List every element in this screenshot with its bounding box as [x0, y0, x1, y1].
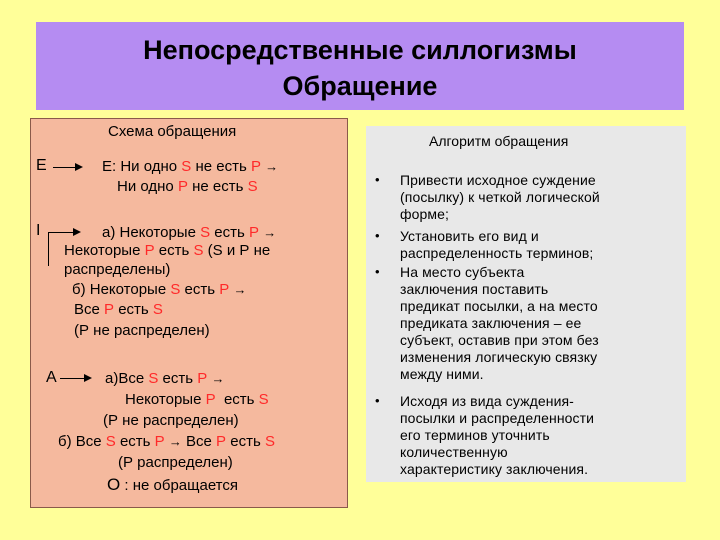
o-statement: О : не обращается	[107, 475, 239, 494]
a-statement-2: Некоторые Р есть S	[125, 391, 269, 408]
e-arrow-line	[53, 167, 75, 168]
list-item: Исходя из вида суждения- посылки и распределенности его терминов уточнить количественную характеристику заключения.	[400, 393, 595, 477]
algorithm-heading: Алгоритм обращения	[429, 133, 569, 149]
i-statement-6: (Р не распределен)	[74, 322, 210, 339]
title-banner	[36, 22, 684, 110]
bullet-icon: •	[375, 393, 380, 408]
implies-arrow-icon: →	[265, 159, 279, 174]
bullet-icon: •	[375, 264, 380, 279]
a-arrow-line	[60, 378, 84, 379]
i-statement-1: а) Некоторые S есть Р →	[102, 224, 277, 241]
implies-arrow-icon: →	[263, 225, 277, 240]
list-item: На место субъекта заключения поставить предикат посылки, а на место предиката заключения – ее субъект, оставив при этом без изменения логическую связку между ними.	[400, 264, 599, 382]
e-arrow-head	[75, 163, 83, 171]
scheme-heading: Схема обращения	[108, 123, 237, 140]
implies-arrow-icon: →	[168, 434, 182, 449]
title-line-2: Обращение	[282, 71, 438, 101]
bullet-icon: •	[375, 172, 380, 187]
implies-arrow-icon: →	[211, 371, 225, 386]
i-statement-4: б) Некоторые S есть Р →	[72, 281, 247, 298]
label-a: А	[46, 369, 57, 386]
bullet-icon: •	[375, 228, 380, 243]
label-e: Е	[36, 157, 47, 174]
i-arrow-line	[48, 232, 73, 233]
e-statement-2: Ни одно Р не есть S	[117, 178, 258, 195]
a-arrow-head	[84, 374, 92, 382]
list-item: Привести исходное суждение (посылку) к четкой логической форме;	[400, 172, 600, 222]
a-statement-4: б) Все S есть Р → Все Р есть S	[58, 433, 275, 450]
i-statement-5: Все Р есть S	[74, 301, 163, 318]
a-statement-3: (Р не распределен)	[103, 412, 239, 429]
a-statement-1: а)Все S есть Р →	[105, 370, 225, 387]
label-i: I	[36, 222, 41, 239]
title-line-1: Непосредственные силлогизмы	[143, 35, 577, 65]
a-statement-5: (Р распределен)	[118, 454, 233, 471]
i-arrow-head	[73, 228, 81, 236]
e-statement-1: Е: Ни одно S не есть Р →	[102, 158, 279, 175]
i-arrow-stem	[48, 232, 49, 266]
i-statement-3: распределены)	[64, 261, 171, 278]
implies-arrow-icon: →	[233, 282, 247, 297]
list-item: Установить его вид и распределенность терминов;	[400, 228, 594, 261]
i-statement-2: Некоторые Р есть S (S и Р не	[64, 242, 271, 259]
